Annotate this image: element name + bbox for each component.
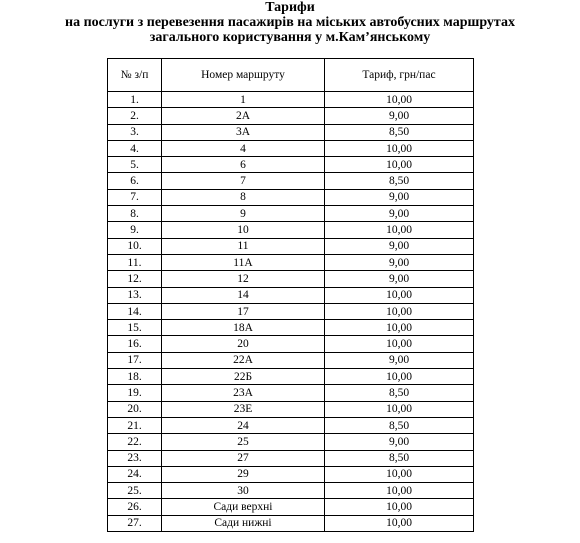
row-number-cell: 9. bbox=[108, 222, 162, 238]
table-row bbox=[108, 466, 474, 482]
tariff-cell: 10,00 bbox=[325, 92, 474, 108]
tariff-cell: 10,00 bbox=[325, 222, 474, 238]
tariff-cell: 10,00 bbox=[325, 483, 474, 499]
table-row bbox=[108, 385, 474, 401]
row-number-cell: 4. bbox=[108, 140, 162, 156]
table-row bbox=[108, 254, 474, 270]
row-number-cell: 10. bbox=[108, 238, 162, 254]
route-cell: 8 bbox=[162, 189, 325, 205]
row-number-cell: 22. bbox=[108, 434, 162, 450]
tariff-cell: 9,00 bbox=[325, 108, 474, 124]
route-cell: 12 bbox=[162, 271, 325, 287]
tariff-cell: 9,00 bbox=[325, 352, 474, 368]
document-subtitle-line1: на послуги з перевезення пасажирів на міських автобусних маршрутах bbox=[65, 15, 515, 30]
tariff-cell: 9,00 bbox=[325, 434, 474, 450]
tariff-cell: 8,50 bbox=[325, 417, 474, 433]
table-row bbox=[108, 173, 474, 189]
table-row bbox=[108, 401, 474, 417]
table-row bbox=[108, 515, 474, 531]
row-number-cell: 21. bbox=[108, 417, 162, 433]
table-row bbox=[108, 434, 474, 450]
table-row bbox=[108, 287, 474, 303]
table-row bbox=[108, 140, 474, 156]
route-cell: 4 bbox=[162, 140, 325, 156]
route-cell: Сади верхні bbox=[162, 499, 325, 515]
row-number-cell: 18. bbox=[108, 369, 162, 385]
table-row bbox=[108, 417, 474, 433]
tariff-table-header bbox=[108, 59, 474, 92]
tariff-cell: 10,00 bbox=[325, 369, 474, 385]
row-number-cell: 19. bbox=[108, 385, 162, 401]
header-row bbox=[108, 59, 474, 92]
route-cell: 23А bbox=[162, 385, 325, 401]
tariff-cell: 10,00 bbox=[325, 466, 474, 482]
tariff-cell: 8,50 bbox=[325, 450, 474, 466]
route-cell: 14 bbox=[162, 287, 325, 303]
tariff-cell: 9,00 bbox=[325, 206, 474, 222]
tariff-cell: 10,00 bbox=[325, 336, 474, 352]
row-number-cell: 17. bbox=[108, 352, 162, 368]
row-number-cell: 25. bbox=[108, 483, 162, 499]
document-title-block bbox=[0, 0, 580, 45]
row-number-cell: 24. bbox=[108, 466, 162, 482]
row-number-cell: 13. bbox=[108, 287, 162, 303]
row-number-cell: 11. bbox=[108, 254, 162, 270]
row-number-cell: 20. bbox=[108, 401, 162, 417]
row-number-cell: 12. bbox=[108, 271, 162, 287]
tariff-cell: 10,00 bbox=[325, 140, 474, 156]
route-cell: 17 bbox=[162, 303, 325, 319]
table-row bbox=[108, 271, 474, 287]
table-row bbox=[108, 336, 474, 352]
route-cell: 1 bbox=[162, 92, 325, 108]
route-cell: 25 bbox=[162, 434, 325, 450]
table-row bbox=[108, 450, 474, 466]
tariff-cell: 10,00 bbox=[325, 320, 474, 336]
route-cell: 18А bbox=[162, 320, 325, 336]
tariff-cell: 8,50 bbox=[325, 173, 474, 189]
table-row bbox=[108, 352, 474, 368]
row-number-cell: 3. bbox=[108, 124, 162, 140]
tariff-cell: 8,50 bbox=[325, 385, 474, 401]
table-row bbox=[108, 303, 474, 319]
table-row bbox=[108, 483, 474, 499]
table-row bbox=[108, 499, 474, 515]
tariff-cell: 9,00 bbox=[325, 271, 474, 287]
tariff-cell: 10,00 bbox=[325, 401, 474, 417]
route-cell: 7 bbox=[162, 173, 325, 189]
route-cell: 9 bbox=[162, 206, 325, 222]
tariff-cell: 9,00 bbox=[325, 189, 474, 205]
table-row bbox=[108, 222, 474, 238]
table-row bbox=[108, 92, 474, 108]
row-number-cell: 23. bbox=[108, 450, 162, 466]
header-route: Номер маршруту bbox=[162, 59, 325, 92]
tariff-cell: 8,50 bbox=[325, 124, 474, 140]
row-number-cell: 15. bbox=[108, 320, 162, 336]
table-row bbox=[108, 124, 474, 140]
route-cell: Сади нижні bbox=[162, 515, 325, 531]
row-number-cell: 7. bbox=[108, 189, 162, 205]
document-title: Тарифи bbox=[265, 0, 315, 15]
row-number-cell: 6. bbox=[108, 173, 162, 189]
table-row bbox=[108, 157, 474, 173]
tariff-table bbox=[107, 58, 474, 532]
route-cell: 6 bbox=[162, 157, 325, 173]
document-subtitle-line2: загального користування у м.Кам’янському bbox=[149, 30, 431, 45]
route-cell: 27 bbox=[162, 450, 325, 466]
tariff-cell: 10,00 bbox=[325, 287, 474, 303]
tariff-cell: 10,00 bbox=[325, 303, 474, 319]
row-number-cell: 14. bbox=[108, 303, 162, 319]
row-number-cell: 26. bbox=[108, 499, 162, 515]
row-number-cell: 16. bbox=[108, 336, 162, 352]
tariff-cell: 10,00 bbox=[325, 157, 474, 173]
header-tariff: Тариф, грн/пас bbox=[325, 59, 474, 92]
table-row bbox=[108, 369, 474, 385]
route-cell: 10 bbox=[162, 222, 325, 238]
row-number-cell: 2. bbox=[108, 108, 162, 124]
table-row bbox=[108, 189, 474, 205]
route-cell: 11А bbox=[162, 254, 325, 270]
route-cell: 2А bbox=[162, 108, 325, 124]
route-cell: 11 bbox=[162, 238, 325, 254]
row-number-cell: 8. bbox=[108, 206, 162, 222]
tariff-cell: 10,00 bbox=[325, 515, 474, 531]
table-row bbox=[108, 320, 474, 336]
row-number-cell: 5. bbox=[108, 157, 162, 173]
route-cell: 3А bbox=[162, 124, 325, 140]
route-cell: 24 bbox=[162, 417, 325, 433]
route-cell: 22А bbox=[162, 352, 325, 368]
tariff-cell: 9,00 bbox=[325, 238, 474, 254]
route-cell: 29 bbox=[162, 466, 325, 482]
route-cell: 23Е bbox=[162, 401, 325, 417]
table-row bbox=[108, 108, 474, 124]
tariff-cell: 10,00 bbox=[325, 499, 474, 515]
route-cell: 30 bbox=[162, 483, 325, 499]
header-number: № з/п bbox=[108, 59, 162, 92]
row-number-cell: 27. bbox=[108, 515, 162, 531]
row-number-cell: 1. bbox=[108, 92, 162, 108]
table-row bbox=[108, 238, 474, 254]
table-row bbox=[108, 206, 474, 222]
tariff-cell: 9,00 bbox=[325, 254, 474, 270]
route-cell: 22Б bbox=[162, 369, 325, 385]
tariff-table-body bbox=[108, 92, 474, 532]
route-cell: 20 bbox=[162, 336, 325, 352]
